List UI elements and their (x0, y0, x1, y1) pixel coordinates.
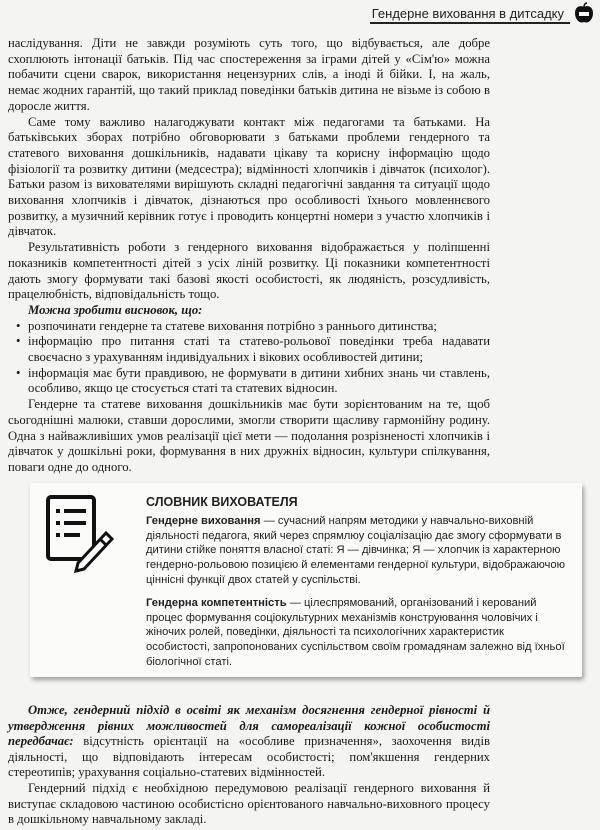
glossary-box (30, 483, 582, 677)
summary-rest: відсутність орієнтації на «особливе призначення», заохочення видів діяльності, що відповідають інтересам особистості; пом'якшення гендерних стереотипів; урахування соціально-статевих відмінностей. (8, 734, 490, 780)
paragraph-4: Гендерне та статеве виховання дошкільників має бути зорієнтованим на те, щоб сьогоднішні малюки, ставши дорослими, змогли створити щасливу гармонійну родину. Одна з найважливіших умов реалізації цієї мети — подолання розрізненості хлопчиків і дівчаток у дошкільні роки, формування в них дружніх відносин, культури спілкування, поваги одне до одного. (8, 397, 490, 474)
bullet-text: інформацію про питання статі та статево-рольової поведінки треба надавати своєчасно з урахуванням індивідуальних і вікових особливостей дитини; (28, 334, 490, 365)
main-column (8, 36, 490, 476)
glossary-entry (146, 514, 566, 588)
paragraph-2: Саме тому важливо налагоджувати контакт між педагогами та батьками. На батьківських зборах потрібно обговорювати з батьками проблеми гендерного та статевого виховання дошкільників, надавати цікаву та корисну інформацію щодо фізіології та розвитку дитини (медсестра); відмінності хлопчиків і дівчаток (психолог). Батьки разом із вихователями вирішують складні педагогічні завдання та ситуації щодо виховання хлопчиків і дівчаток, дізнаються про особливості їхнього мовленнєвого розвитку, а музичний керівник готує і проводить концертні номери з участю хлопчиків і дівчаток. (8, 114, 490, 239)
bullet-text: інформація має бути правдивою, не формувати в дитини хибних знань чи ставлень, особливо, якщо це стосується статі та статевих відносин. (28, 365, 490, 396)
bullet-item: • інформацію про питання статі та статево-рольової поведінки треба надавати своєчасно з урахуванням індивідуальних і вікових особливостей дитини; (16, 334, 490, 365)
apple-logo-icon (572, 2, 596, 26)
summary-paragraph (8, 703, 490, 781)
page-header (0, 0, 600, 26)
final-paragraph: Гендерний підхід є необхідною передумовою реалізації гендерного виховання й виступає складовою частиною особистісно орієнтованого навчально-виховного процесу в дошкільному навчальному закладі. (8, 780, 490, 827)
glossary-text (146, 495, 566, 678)
paragraph-1: наслідування. Діти не завжди розуміють суть того, що відбувається, але добре схоплюють інтонації батьків. Під час спостереження за іграми дітей у «Сім'ю» можна побачити сцени сварок, використання нецензурних слів, а іноді й бійки. І, на жаль, немає жодних гарантій, що такий приклад поведінки батьків дитина не візьме із собою в дороcле життя. (8, 36, 490, 113)
checklist-pencil-icon (44, 493, 114, 573)
glossary-title: СЛОВНИК ВИХОВАТЕЛЯ (146, 495, 298, 509)
glossary-term: Гендерне виховання (146, 514, 261, 527)
paragraph-3: Результативність роботи з гендерного виховання відображається у поліпшенні показників компетентності дітей з усіх ліній розвитку. Ці показники компетентності дають змогу формувати такі базові якості особистості, як людяність, розсудливість, працелюбність, відповідальність тощо. (8, 240, 490, 302)
bullet-item: • інформація має бути правдивою, не формувати в дитини хибних знань чи ставлень, особливо, якщо це стосується статі та статевих відносин. (16, 365, 490, 396)
bullet-item: • розпочинати гендерне та статеве виховання потрібно з раннього дитинства; (16, 318, 437, 333)
glossary-entry (146, 596, 566, 670)
glossary-definition: — сучасний напрям методики у навчально-виховній діяльності педагога, який через спрямлюу соціалізацію дає змогу сформувати в дитини стійке поняття власної статі: Я — дівчинка; Я — хлопчик із характерною гендерно-рольовою позицією й елементами гендерної культури, відображаючою ціннісні функції двох статей у суспільстві. (146, 514, 565, 586)
bottom-column (8, 703, 490, 828)
glossary-term: Гендерна компетентність (146, 596, 287, 609)
header-rule (370, 22, 570, 24)
bullet-text: розпочинати гендерне та статеве виховання потрібно з раннього дитинства; (28, 318, 437, 333)
conclusion-lead: Можна зробити висновок, що: (28, 302, 203, 317)
running-title: Гендерне виховання в дитсадку (371, 6, 564, 21)
glossary-definition: — цілеспрямований, організований і керований процес формування соціокультурних механізмів конструювання чоловічих і жіночих ролей, поведінки, діяльності та психологічних характеристик особистості, запропонованих суспільством своїм громадянам залежно від їхньої біологічної статі. (146, 596, 565, 668)
summary-lead: Отже, гендерний підхід в освіті як механізм досягнення гендерної рівності й утвердження рівних можливостей для самореалізації кожної особистості передбачає: (8, 703, 490, 749)
